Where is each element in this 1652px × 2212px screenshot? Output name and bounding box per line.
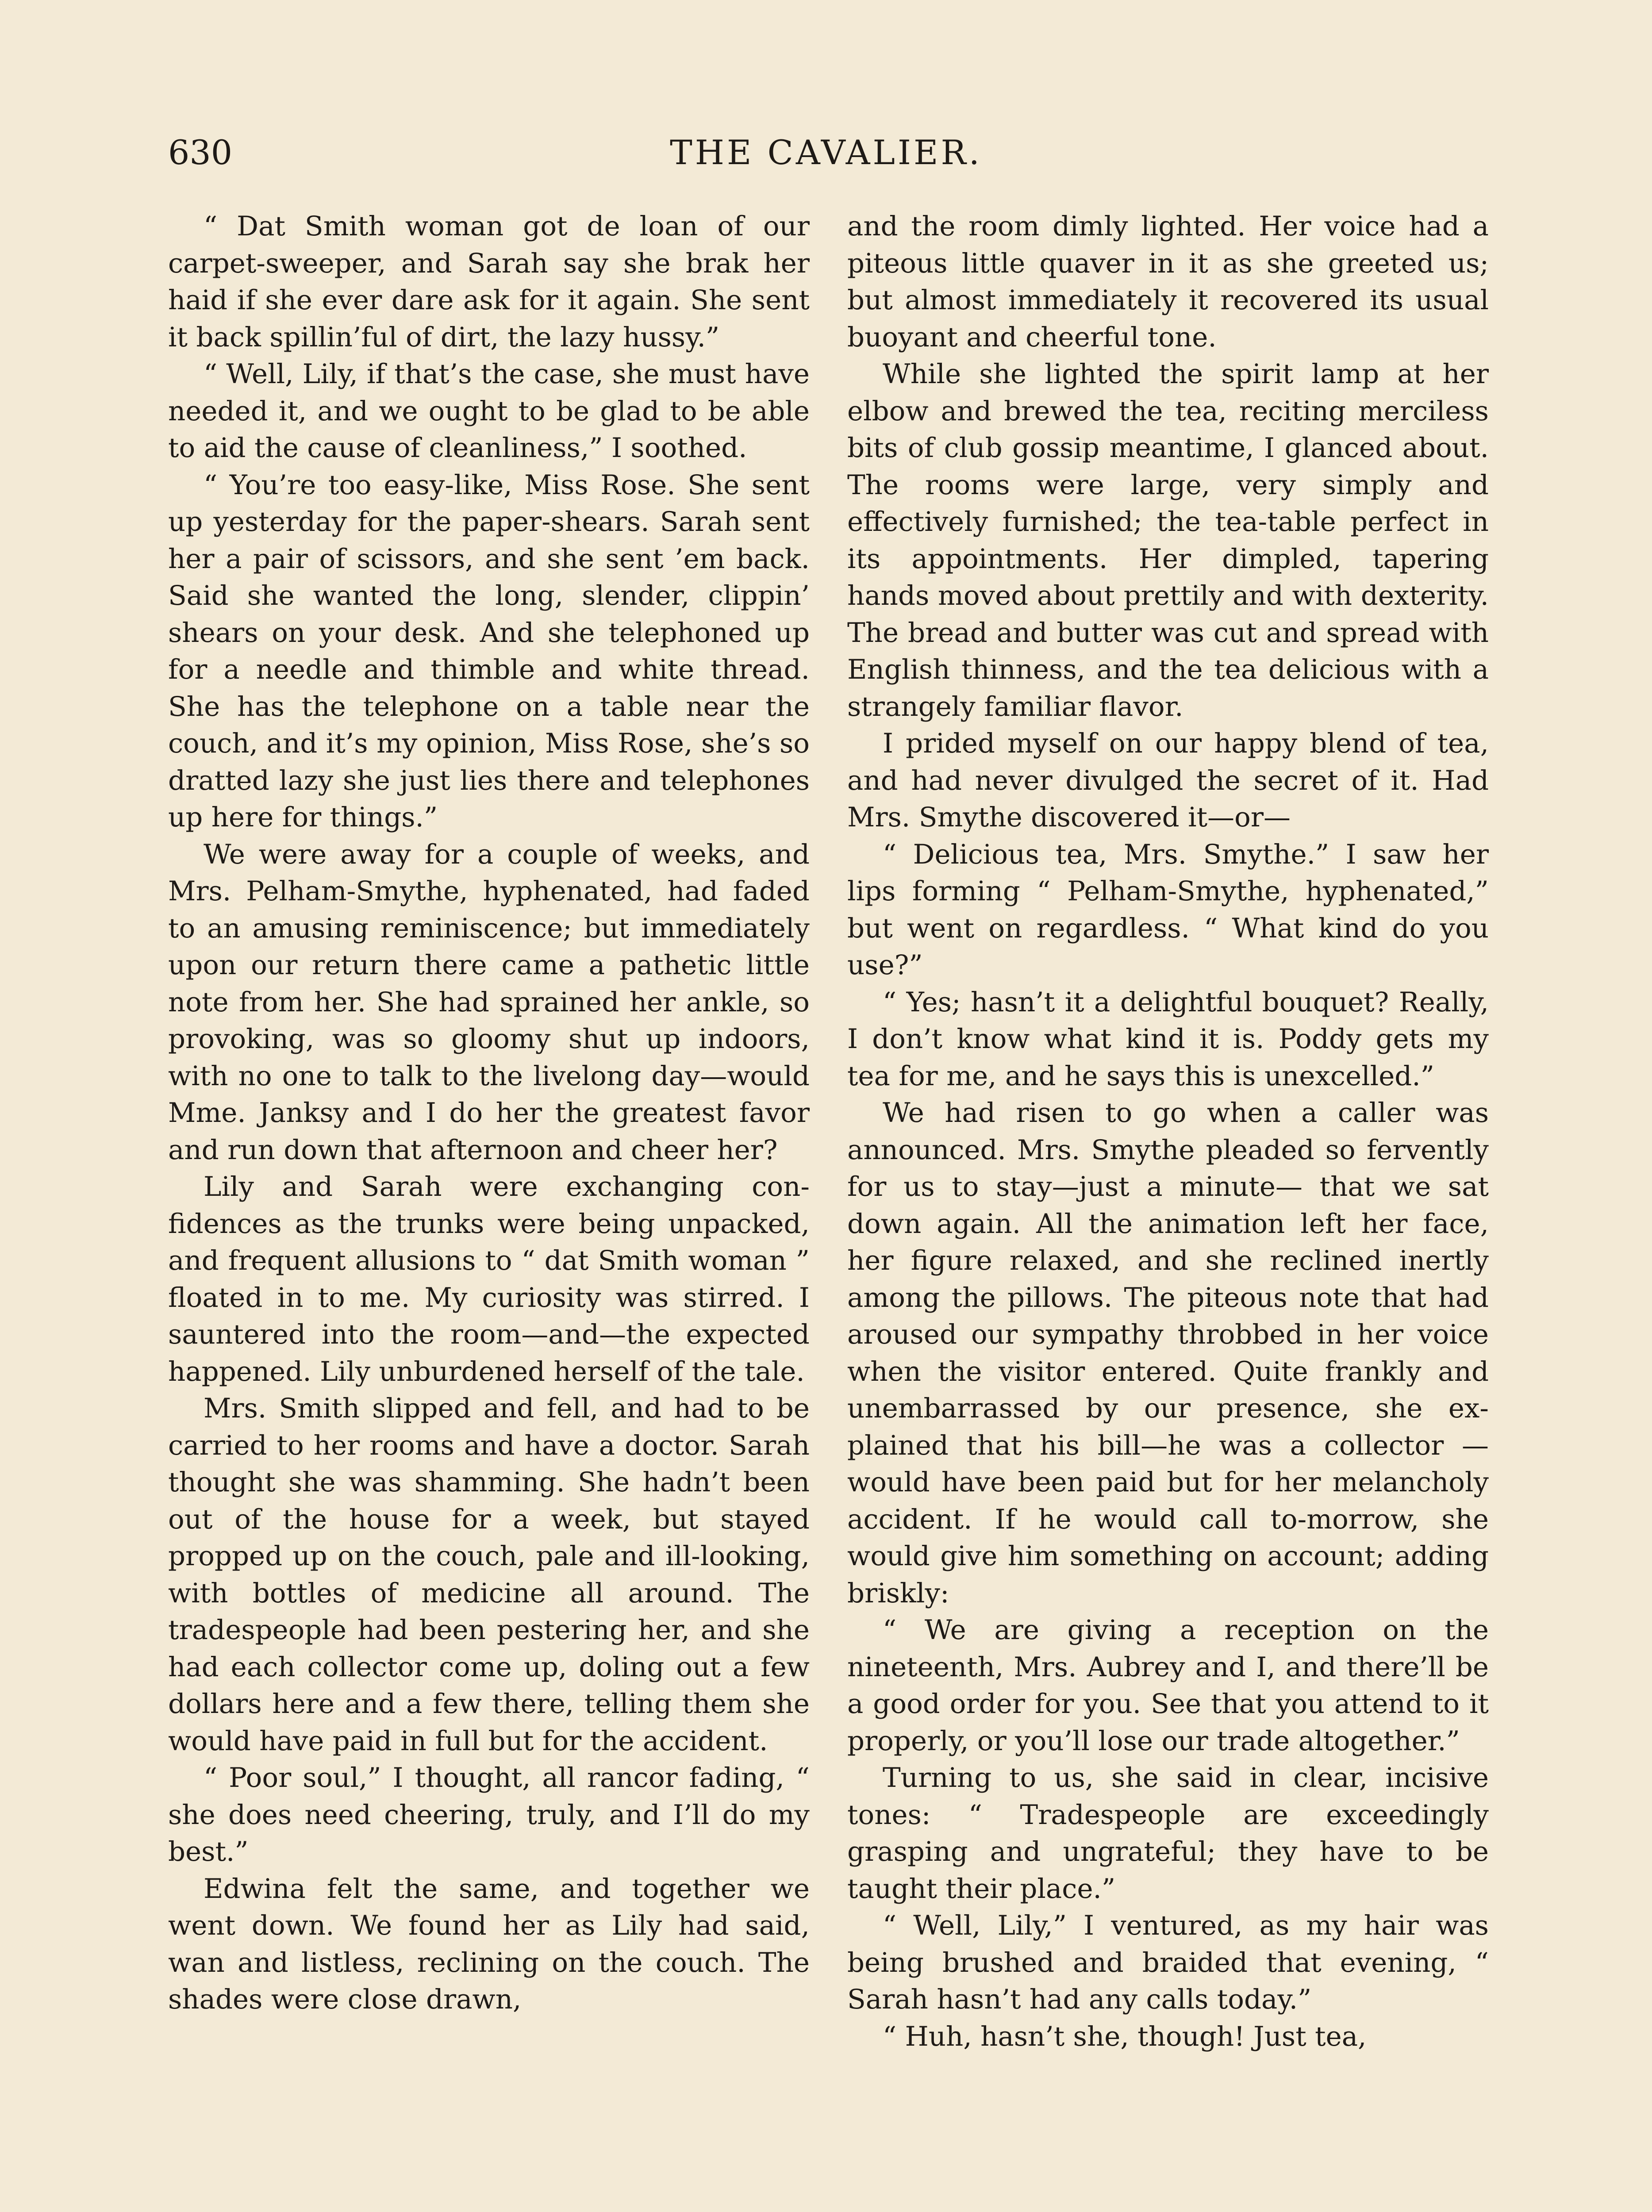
paragraph: “ Huh, hasn’t she, though! Just tea, (883, 2020, 1367, 2052)
left-column (168, 208, 810, 2018)
paragraph: Turning to us, she said in clear, incisive tones: “ Tradespeople are exceedingly grasping and ungrateful; they have to be taught their place.” (847, 1762, 1489, 1905)
paragraph: Lily and Sarah were exchanging confidences as the trunks were being unpacked, and frequent allusions to “ dat Smith woman ” floated in to me. My curiosity was stirred. I sauntered into the room—and—the expected happened. Lily unburdened herself of the tale. (168, 1171, 810, 1387)
paragraph: “ Dat Smith woman got de loan of our carpet-sweeper, and Sarah say she brak her haid if she ever dare ask for it again. She sent it back spillin’ful of dirt, the lazy hussy.” (168, 211, 810, 353)
right-column (847, 208, 1489, 2055)
paragraph: “ Well, Lily, if that’s the case, she must have needed it, and we ought to be glad to be able to aid the cause of cleanliness,” I soothed. (168, 358, 810, 464)
continued-paragraph: and the room dimly lighted. Her voice had a piteous little quaver in it as she greeted us; but almost immediately it recovered its usual buoyant and cheerful tone. (847, 211, 1489, 353)
paragraph: While she lighted the spirit lamp at her elbow and brewed the tea, reciting merciless bits of club gossip meantime, I glanced about. The rooms were large, very simply and effectively furnished; the tea-table perfect in its appointments. Her dimpled, tapering hands moved about prettily and with dexterity. The bread and butter was cut and spread with English thinness, and the tea delicious with a strangely familiar flavor. (847, 358, 1489, 722)
paragraph: Mrs. Smith slipped and fell, and had to be carried to her rooms and have a doctor. Sarah thought she was shamming. She hadn’t been out of the house for a week, but stayed propped up on the couch, pale and ill-looking, with bottles of medicine all around. The tradespeople had been pestering her, and she had each collector come up, doling out a few dollars here and a few there, telling them she would have paid in full but for the accident. (168, 1393, 810, 1757)
page-header (168, 131, 1484, 197)
paragraph: We were away for a couple of weeks, and Mrs. Pelham-Smythe, hyphenated, had faded to an amusing reminiscence; but immediately upon our return there came a pathetic little note from her. She had sprained her ankle, so provoking, was so gloomy shut up indoors, with no one to talk to the livelong day—would Mme. Janksy and I do her the greatest favor and run down that afternoon and cheer her? (168, 838, 810, 1166)
paragraph: “ You’re too easy-like, Miss Rose. She sent up yesterday for the paper-shears. Sarah sent her a pair of scissors, and she sent ’em back. Said she wanted the long, slender, clippin’ shears on your desk. And she telephoned up for a needle and thimble and white thread. She has the telephone on a table near the couch, and it’s my opinion, Miss Rose, she’s so dratted lazy she just lies there and telephones up here for things.” (168, 469, 810, 833)
paragraph: “ Well, Lily,” I ventured, as my hair was being brushed and braided that evening, “ Sarah hasn’t had any calls today.” (847, 1910, 1489, 2015)
paragraph: Edwina felt the same, and together we went down. We found her as Lily had said, wan and listless, reclining on the couch. The shades were close drawn, (168, 1873, 810, 2015)
paragraph: “ We are giving a reception on the nineteenth, Mrs. Aubrey and I, and there’ll be a good order for you. See that you attend to it properly, or you’ll lose our trade altogether.” (847, 1614, 1489, 1757)
paragraph: I prided myself on our happy blend of tea, and had never divulged the secret of it. Had Mrs. Smythe discovered it—or— (847, 728, 1489, 833)
paragraph: We had risen to go when a caller was announced. Mrs. Smythe pleaded so fervently for us to stay—just a minute— that we sat down again. All the animation left her face, her figure relaxed, and she reclined inertly among the pillows. The piteous note that had aroused our sympathy throbbed in her voice when the visitor entered. Quite frankly and unembarrassed by our presence, she explained that his bill—he was a collector —would have been paid but for her melancholy accident. If he would call to-morrow, she would give him something on account; adding briskly: (847, 1097, 1489, 1609)
paragraph: “ Delicious tea, Mrs. Smythe.” I saw her lips forming “ Pelham-Smythe, hyphenated,” but went on regardless. “ What kind do you use?” (847, 838, 1489, 981)
page-number: 630 (168, 133, 233, 172)
running-title: THE CAVALIER. (670, 133, 982, 172)
paragraph: “ Yes; hasn’t it a delightful bouquet? Really, I don’t know what kind it is. Poddy gets my tea for me, and he says this is unexcelled.” (847, 986, 1489, 1092)
paragraph: “ Poor soul,” I thought, all rancor fading, “ she does need cheering, truly, and I’ll do my best.” (168, 1762, 810, 1867)
